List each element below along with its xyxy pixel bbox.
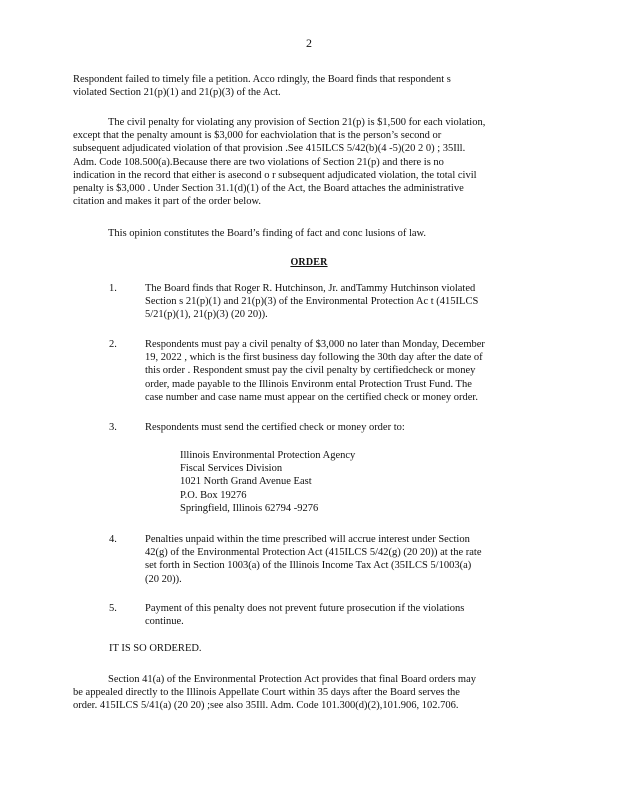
paragraph-appeal-rights xyxy=(73,673,538,713)
text-line: Respondent failed to timely file a petition. Acco rdingly, the Board finds that respondent s xyxy=(73,74,451,85)
paragraph-findings xyxy=(108,227,538,240)
page-number: 2 xyxy=(306,36,312,50)
text-line: subsequent adjudicated violation of that provision .See 415ILCS 5/42(b)(4 -5)(20 2 0) ; 35Ill. xyxy=(73,143,466,155)
text-line: Section s 21(p)(1) and 21(p)(3) of the Environmental Protection Ac t (415ILCS xyxy=(145,296,479,308)
address-line: 1021 North Grand Avenue East xyxy=(180,476,312,488)
text-line: order, made payable to the Illinois Environm ental Protection Trust Fund. The xyxy=(145,378,472,390)
item-number: 5. xyxy=(109,603,117,614)
text-line: Respondents must pay a civil penalty of $3,000 no later than Monday, December xyxy=(145,339,485,350)
text-line: order. 415ILCS 5/41(a) (20 20) ;see also 35Ill. Adm. Code 101.300(d)(2),101.906, 102.706. xyxy=(73,700,459,712)
item-number: 4. xyxy=(109,534,117,545)
text-line: violated Section 21(p)(1) and 21(p)(3) of the Act. xyxy=(73,87,281,99)
mailing-address xyxy=(180,449,355,515)
so-ordered: IT IS SO ORDERED. xyxy=(109,643,202,654)
text-line: be appealed directly to the Illinois Appellate Court within 35 days after the Board serves the xyxy=(73,687,460,699)
text-line: this order . Respondent smust pay the civil penalty by certifiedcheck or money xyxy=(145,365,476,377)
text-line: Respondents must send the certified check or money order to: xyxy=(145,422,405,433)
paragraph-failure-to-petition xyxy=(73,73,538,99)
text-line: 19, 2022 , which is the first business day following the 30th day after the date of xyxy=(145,352,483,364)
address-line: Springfield, Illinois 62794 -9276 xyxy=(180,502,319,514)
text-line: 5/21(p)(1), 21(p)(3) (20 20)). xyxy=(145,309,268,321)
text-line: citation and makes it part of the order below. xyxy=(73,196,261,208)
text-line: Adm. Code 108.500(a).Because there are two violations of Section 21(p) and there is no xyxy=(73,156,444,168)
text-line: case number and case name must appear on the certified check or money order. xyxy=(145,391,478,403)
text-line: indication in the record that either is asecond o r subsequent adjudicated violation, the total civil xyxy=(73,169,477,181)
text-line: This opinion constitutes the Board’s finding of fact and conc lusions of law. xyxy=(108,228,427,239)
text-line: (20 20)). xyxy=(145,573,182,585)
text-line: 42(g) of the Environmental Protection Act (415ILCS 5/42(g) (20 20)) at the rate xyxy=(145,547,482,559)
item-number: 1. xyxy=(109,283,117,294)
text-line: Payment of this penalty does not prevent future prosecution if the violations xyxy=(145,603,465,614)
text-line: except that the penalty amount is $3,000 for eachviolation that is the person’s second or xyxy=(73,130,442,142)
address-line: P.O. Box 19276 xyxy=(180,489,247,501)
item-number: 2. xyxy=(109,339,117,350)
paragraph-civil-penalty xyxy=(73,116,538,208)
text-line: The Board finds that Roger R. Hutchinson, Jr. andTammy Hutchinson violated xyxy=(145,283,476,294)
text-line: The civil penalty for violating any provision of Section 21(p) is $1,500 for each violation, xyxy=(108,117,486,128)
text-line: penalty is $3,000 . Under Section 31.1(d)(1) of the Act, the Board attaches the administrative xyxy=(73,183,464,195)
address-line: Fiscal Services Division xyxy=(180,463,283,475)
address-line: Illinois Environmental Protection Agency xyxy=(180,450,356,461)
text-line: Penalties unpaid within the time prescribed will accrue interest under Section xyxy=(145,534,470,545)
text-line: Section 41(a) of the Environmental Protection Act provides that final Board orders may xyxy=(108,674,476,685)
text-line: set forth in Section 1003(a) of the Illinois Income Tax Act (35ILCS 5/1003(a) xyxy=(145,560,472,572)
order-heading-text: ORDER xyxy=(290,257,328,268)
order-heading xyxy=(0,257,618,268)
item-number: 3. xyxy=(109,422,117,433)
text-line: continue. xyxy=(145,616,184,628)
